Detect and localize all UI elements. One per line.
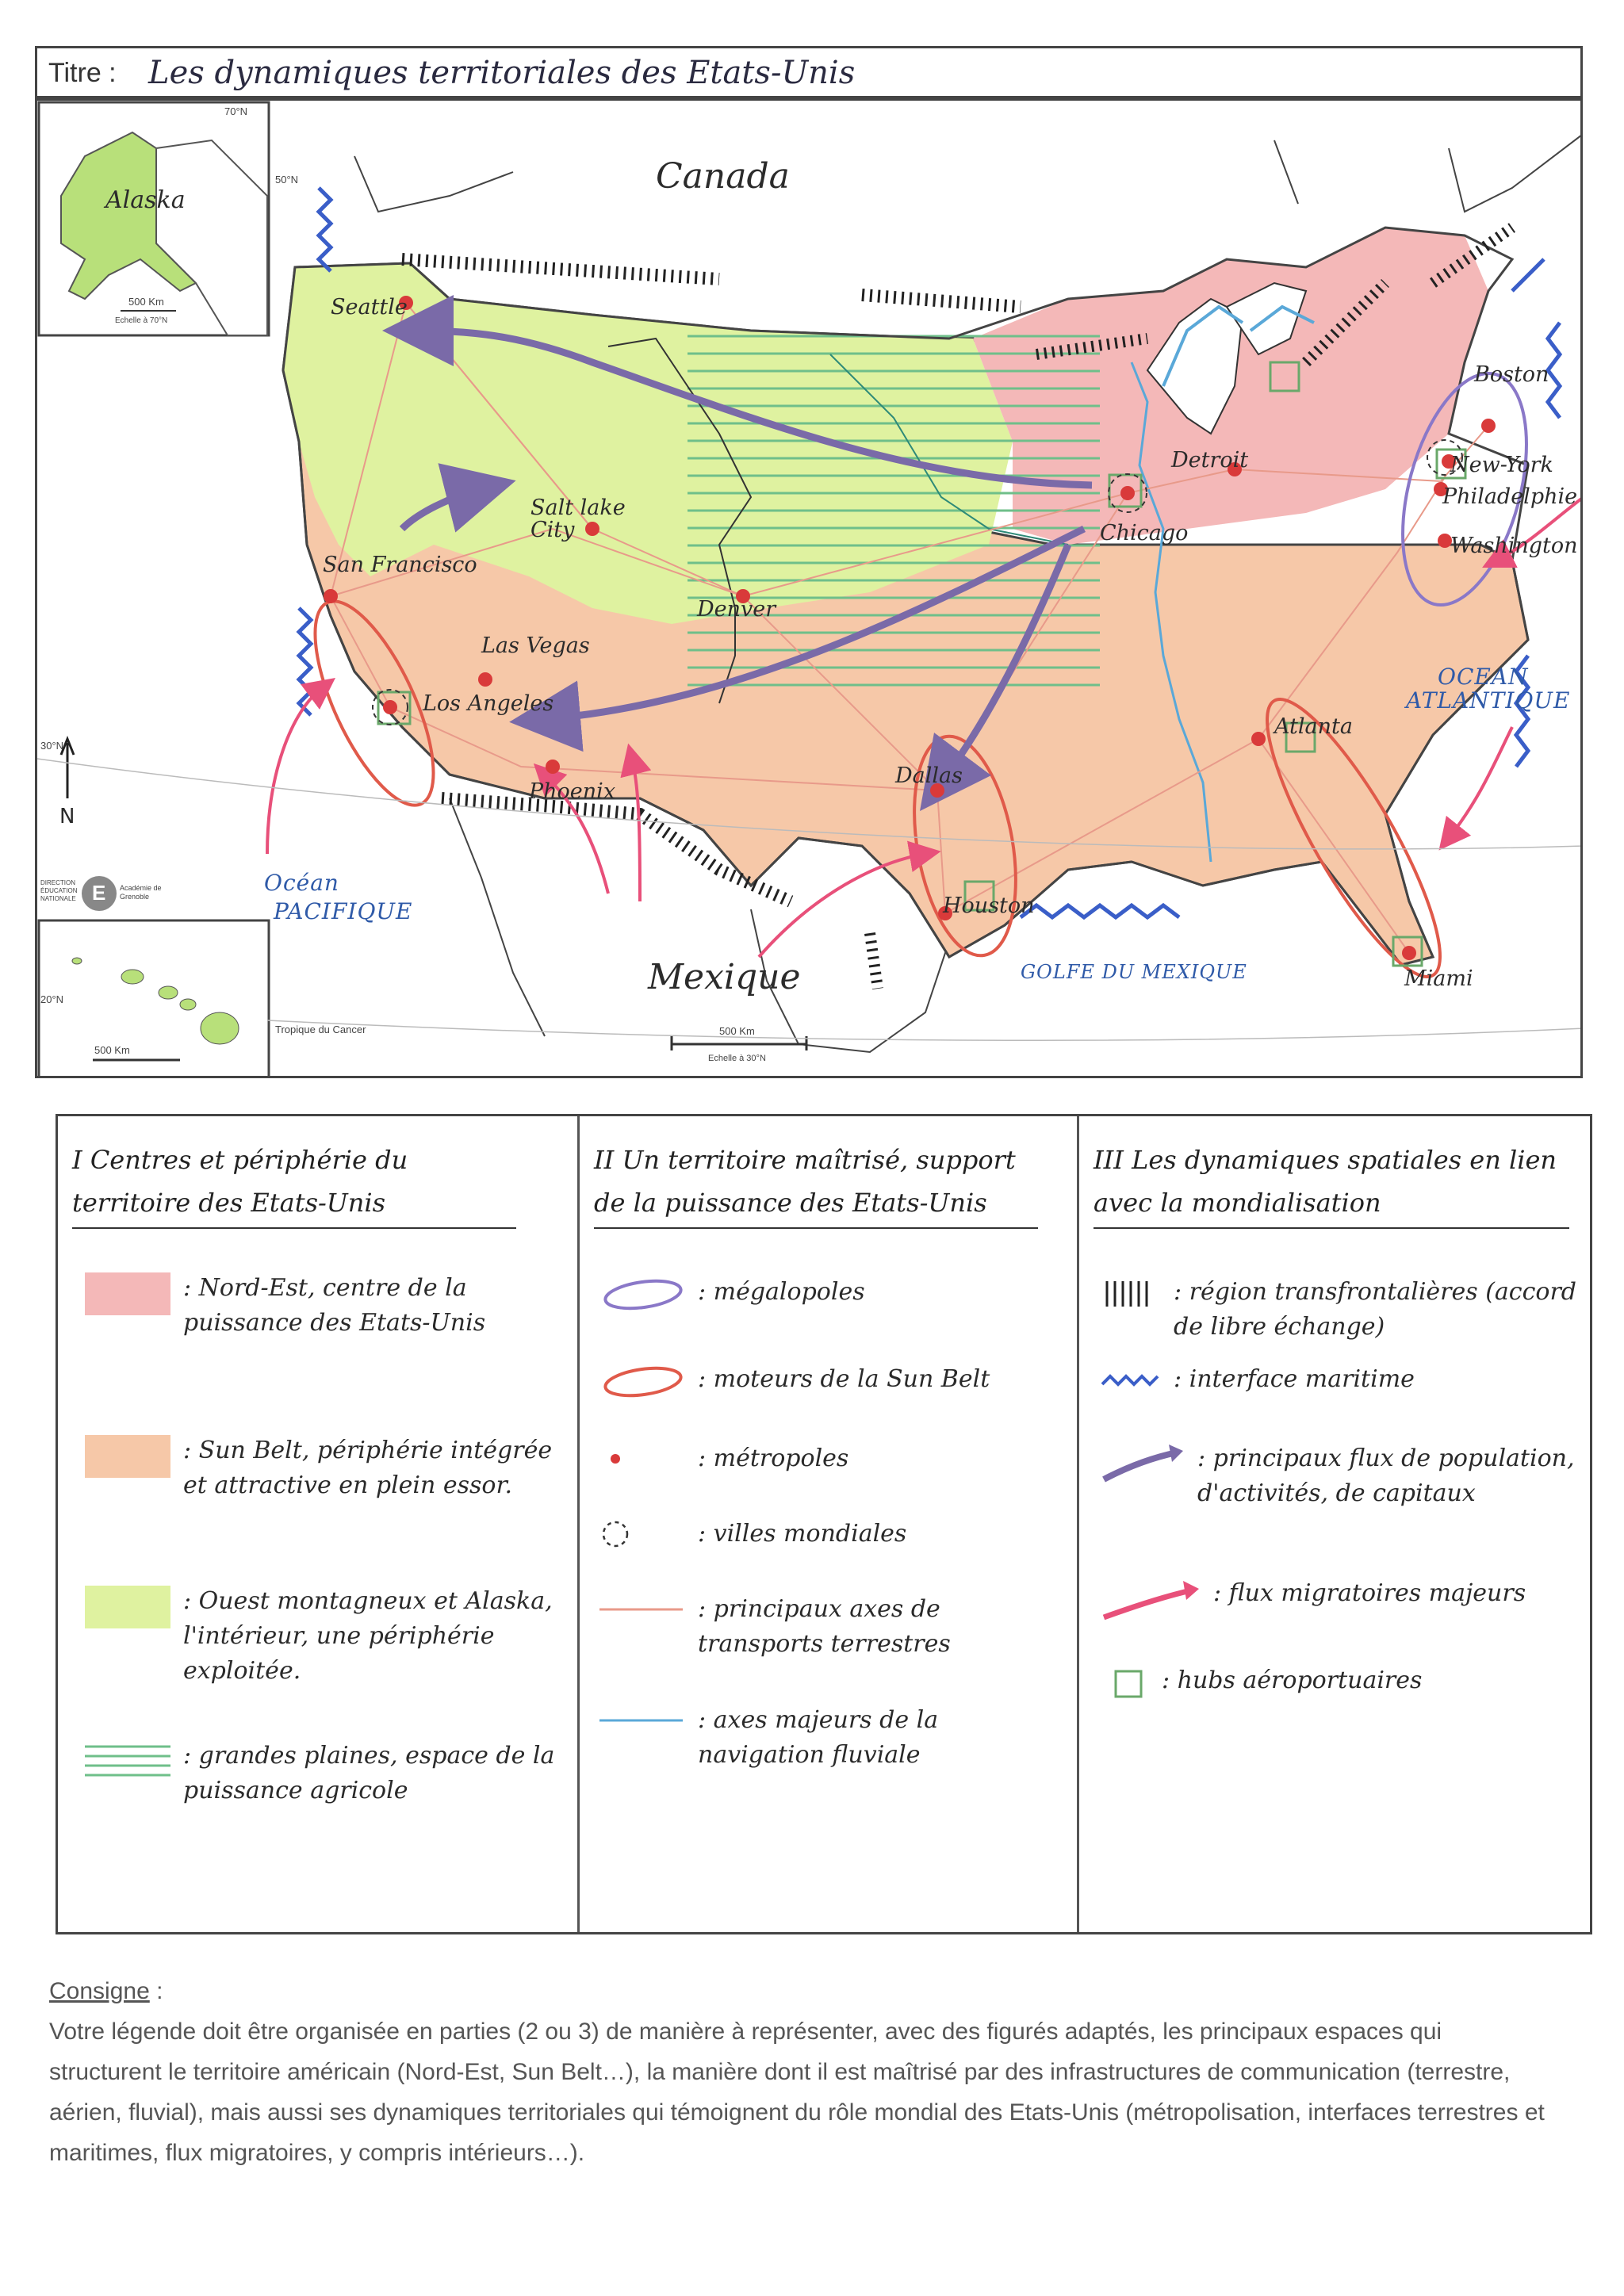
- label-alaska: Alaska: [105, 186, 186, 214]
- symbol-maritime-interface: [1099, 1362, 1162, 1402]
- city-phoenix: Phoenix: [529, 779, 616, 804]
- legend-text-world-cities: : villes mondiales: [698, 1520, 907, 1548]
- city-los-angeles: Los Angeles: [423, 691, 554, 716]
- symbol-metropole: [599, 1441, 687, 1481]
- symbol-airport-hub: [1111, 1663, 1151, 1703]
- city-washington: Washington: [1450, 534, 1578, 558]
- metropolis-dot-boston: [1481, 419, 1496, 433]
- credit-right: Académie de Grenoble: [120, 884, 162, 901]
- city-chicago: Chicago: [1100, 521, 1189, 545]
- alaska-echelle-label: Echelle à 70°N: [115, 316, 168, 325]
- legend-item-population-flux: [1099, 1441, 1583, 1511]
- legend-text-population-flux: : principaux flux de population, d'activités, de capitaux: [1197, 1445, 1575, 1507]
- city-new-york: New-York: [1450, 453, 1553, 477]
- city-miami: Miami: [1404, 966, 1473, 991]
- legend-text-maritime: : interface maritime: [1174, 1365, 1415, 1393]
- legend-text-sunbelt-engines: : moteurs de la Sun Belt: [698, 1365, 990, 1393]
- legend-text-migration: : flux migratoires majeurs: [1213, 1579, 1526, 1607]
- legend-item-land-axes: [599, 1592, 1067, 1662]
- legend-item-northeast: [83, 1271, 559, 1341]
- label-ocean-atlantique-1: OCEAN: [1438, 664, 1529, 690]
- map-frame: [35, 98, 1583, 1078]
- label-ocean-pacifique-2: PACIFIQUE: [274, 898, 413, 924]
- credit-logo-letter: E: [92, 881, 106, 905]
- label-ocean-atlantique-2: ATLANTIQUE: [1406, 687, 1571, 714]
- legend-text-northeast: : Nord-Est, centre de la puissance des Etats-Unis: [183, 1274, 486, 1337]
- city-seattle: Seattle: [331, 295, 408, 320]
- lat-70: 70°N: [224, 105, 248, 117]
- city-philadelphie: Philadelphie: [1442, 484, 1578, 509]
- label-ocean-pacifique-1: Océan: [264, 870, 339, 896]
- legend-text-sunbelt: : Sun Belt, périphérie intégrée et attractive en plein essor.: [183, 1437, 553, 1499]
- legend: [56, 1114, 1592, 1934]
- city-atlanta: Atlanta: [1274, 714, 1353, 739]
- metropolis-dot-atlanta: [1251, 732, 1266, 746]
- metropolis-dot-chicago: [1120, 486, 1135, 500]
- legend-item-cross-border: [1099, 1275, 1583, 1345]
- symbol-world-city: [599, 1517, 687, 1556]
- consigne-heading: Consigne: [49, 1978, 150, 2004]
- us-mainland: [283, 228, 1528, 965]
- metropolis-dot-phoenix: [546, 760, 560, 774]
- city-san-francisco: San Francisco: [323, 553, 477, 577]
- lat-20: 20°N: [40, 993, 64, 1005]
- city-detroit: Detroit: [1171, 448, 1249, 473]
- legend-item-migration: [1099, 1576, 1583, 1624]
- hawaii-scale-label: 500 Km: [94, 1044, 130, 1056]
- metropolis-dot-san-francisco: [324, 589, 338, 603]
- metropolis-dot-los-angeles: [383, 700, 397, 714]
- symbol-land-axis: [599, 1592, 687, 1632]
- legend-text-metropoles: : métropoles: [698, 1445, 849, 1472]
- legend-text-river-axes: : axes majeurs de la navigation fluviale: [698, 1706, 939, 1769]
- symbol-migration-flux: [1099, 1576, 1202, 1624]
- legend-item-plains: [83, 1739, 559, 1808]
- legend-item-hubs: [1111, 1663, 1587, 1703]
- symbol-sunbelt-engines: [599, 1362, 687, 1402]
- city-las-vegas: Las Vegas: [481, 633, 590, 658]
- swatch-northeast: [83, 1271, 172, 1317]
- legend-text-land-axes: : principaux axes de transports terrestres: [698, 1595, 951, 1658]
- map-canvas: [37, 101, 1583, 1078]
- symbol-population-flux: [1099, 1441, 1186, 1489]
- metropolis-dot-las-vegas: [478, 672, 492, 687]
- legend-item-west: [83, 1584, 567, 1689]
- title-box: [35, 46, 1583, 98]
- label-mexique: Mexique: [648, 957, 801, 997]
- metropolis-dot-miami: [1402, 946, 1416, 960]
- main-echelle-label: Echelle à 30°N: [708, 1054, 766, 1063]
- city-houston: Houston: [943, 894, 1035, 918]
- legend-part-3-heading: III Les dynamiques spatiales en lien avec la mondialisation: [1094, 1138, 1569, 1229]
- city-denver: Denver: [697, 597, 776, 622]
- swatch-sunbelt: [83, 1433, 172, 1479]
- swatch-west: [83, 1584, 172, 1630]
- consigne-block: [49, 1971, 1556, 2173]
- north-label: N: [59, 805, 75, 828]
- lat-50: 50°N: [275, 174, 299, 186]
- legend-part-1-heading: I Centres et périphérie du territoire des Etats-Unis: [72, 1138, 516, 1229]
- legend-part-1: [58, 1116, 577, 1932]
- main-scale-label: 500 Km: [719, 1025, 755, 1037]
- legend-text-hubs: : hubs aéroportuaires: [1162, 1667, 1423, 1694]
- great-plains-hatch: [688, 323, 1100, 695]
- legend-part-2: [577, 1116, 1077, 1932]
- legend-part-3: [1077, 1116, 1595, 1932]
- legend-item-sunbelt: [83, 1433, 559, 1503]
- legend-part-2-heading: II Un territoire maîtrisé, support de la puissance des Etats-Unis: [594, 1138, 1038, 1229]
- legend-text-cross-border: : région transfrontalières (accord de libre échange): [1174, 1278, 1576, 1341]
- legend-item-maritime: [1099, 1362, 1583, 1402]
- label-canada: Canada: [656, 156, 790, 197]
- city-dallas: Dallas: [895, 763, 963, 788]
- legend-text-west: : Ouest montagneux et Alaska, l'intérieur, une périphérie exploitée.: [183, 1587, 553, 1685]
- alaska-scale-label: 500 Km: [128, 296, 164, 308]
- legend-text-plains: : grandes plaines, espace de la puissance agricole: [183, 1742, 555, 1804]
- city-boston: Boston: [1474, 362, 1549, 387]
- map-title: Les dynamiques territoriales des Etats-Unis: [148, 55, 856, 91]
- legend-item-sunbelt-engines: [599, 1362, 1067, 1402]
- tropic-label: Tropique du Cancer: [275, 1024, 366, 1035]
- legend-item-megalopolis: [599, 1275, 1067, 1314]
- legend-item-metropoles: [599, 1441, 1067, 1481]
- consigne-colon: :: [149, 1978, 163, 2004]
- symbol-cross-border: [1099, 1275, 1162, 1314]
- lat-30: 30°N: [40, 740, 64, 752]
- symbol-megalopolis: [599, 1275, 687, 1314]
- swatch-plains: [83, 1739, 172, 1785]
- hawaii-inset: [39, 920, 269, 1078]
- label-golfe-mexique: GOLFE DU MEXIQUE: [1021, 961, 1247, 983]
- city-salt-lake-city: Salt lake City: [530, 496, 626, 542]
- legend-text-megalopolis: : mégalopoles: [698, 1278, 865, 1306]
- credit-left: DIRECTION ÉDUCATION NATIONALE: [40, 879, 78, 902]
- legend-item-river-axes: [599, 1703, 1067, 1773]
- title-label: Titre :: [48, 58, 117, 88]
- legend-item-world-cities: [599, 1517, 1067, 1556]
- consigne-text: Votre légende doit être organisée en parties (2 ou 3) de manière à représenter, avec des figurés adaptés, les principaux espaces qui structurent le territoire américain (Nord-Est, Sun Belt…), la manière dont il est maîtrisé par des infrastructures de communication (terrestre, aérien, fluvial), mais aussi ses dynamiques territoriales qui témoignent du rôle mondial des Etats-Unis (métropolisation, interfaces terrestres et maritimes, flux migratoires, y compris intérieurs…).: [49, 2019, 1545, 2166]
- symbol-river-axis: [599, 1703, 687, 1743]
